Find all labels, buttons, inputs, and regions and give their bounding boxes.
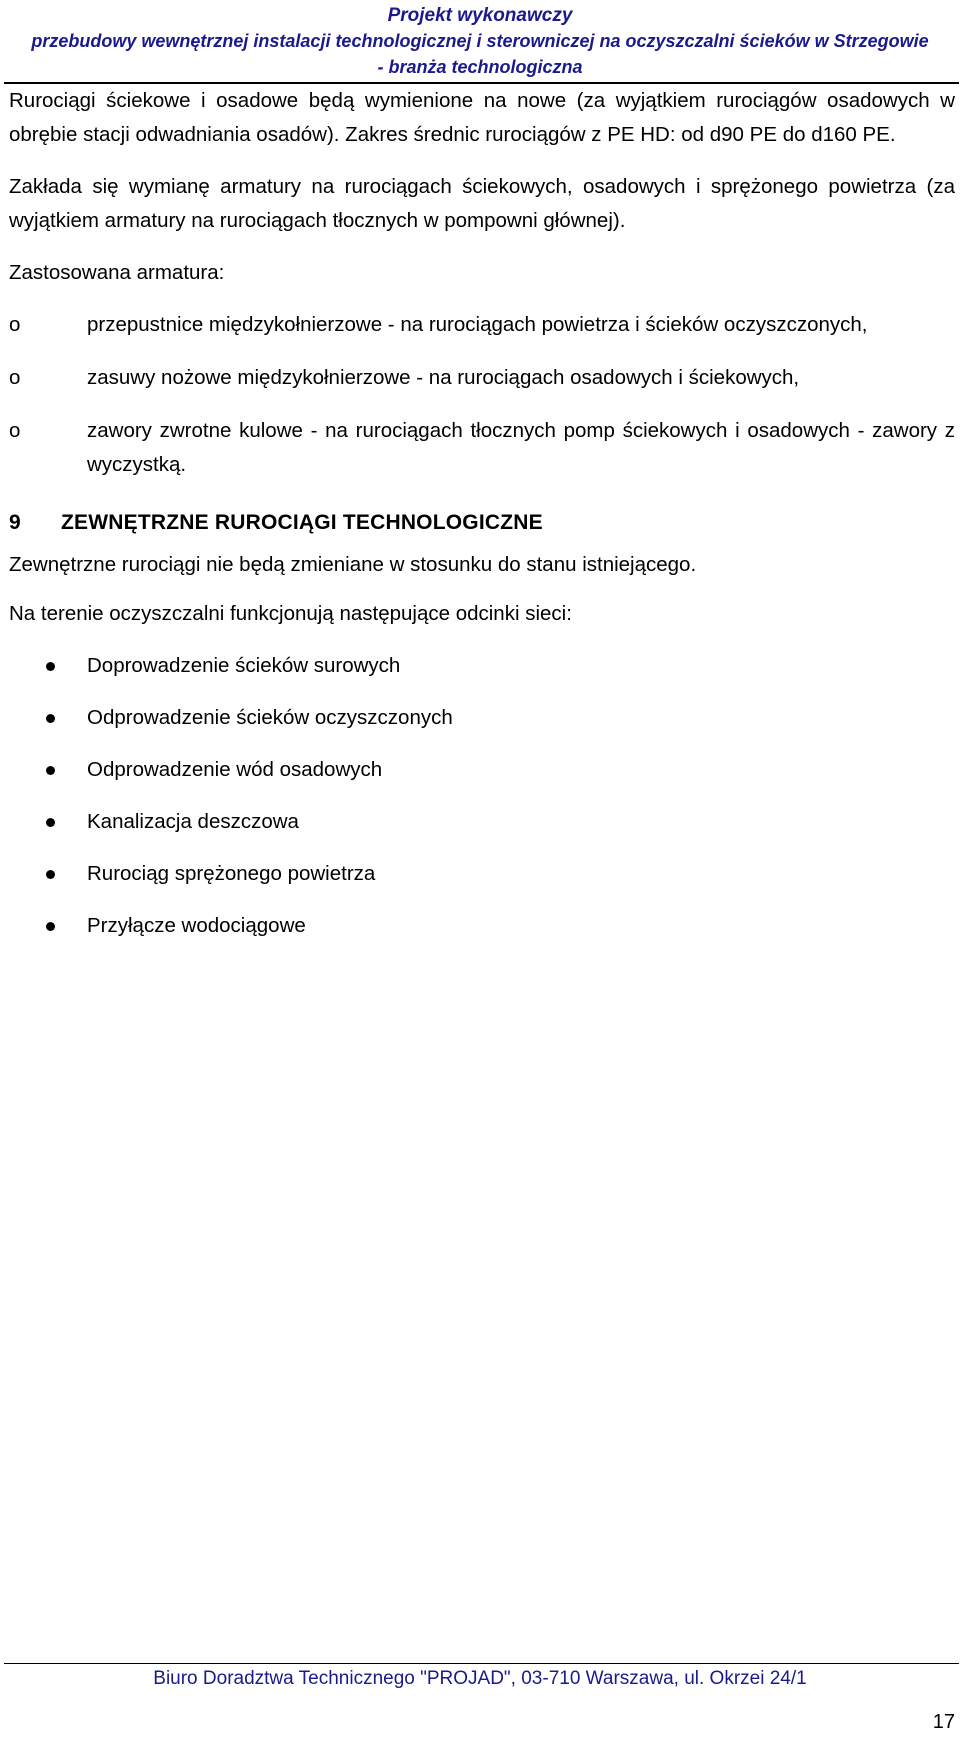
paragraph-network-intro: Na terenie oczyszczalni funkcjonują następujące odcinki sieci: (9, 602, 572, 625)
bullet-icon (46, 662, 55, 671)
list-item-text: Odprowadzenie ścieków oczyszczonych (87, 706, 453, 729)
bullet-icon (46, 870, 55, 879)
list-item-text: zawory zwrotne kulowe - na rurociągach tłocznych pomp ściekowych i osadowych - zawory z wyczystką. (87, 419, 955, 476)
section-heading (9, 506, 955, 540)
page-number: 17 (932, 1711, 955, 1733)
list-item-text: przepustnice międzykołnierzowe - na rurociągach powietrza i ścieków oczyszczonych, (87, 313, 868, 336)
paragraph-external-pipes: Zewnętrzne rurociągi nie będą zmieniane w stosunku do stanu istniejącego. (9, 553, 697, 576)
list-item (9, 857, 955, 891)
list-item-text: Odprowadzenie wód osadowych (87, 758, 383, 781)
footer-divider (4, 1663, 959, 1664)
bullet-icon (46, 714, 55, 723)
list-item (9, 701, 955, 735)
network-list (9, 649, 955, 943)
header-branch: - branża technologiczna (377, 57, 583, 77)
paragraph-fittings: Zakłada się wymianę armatury na rurociągach ściekowych, osadowych i sprężonego powietrza (za wyjątkiem armatury na rurociągach tłocznych w pompowni głównej). (9, 175, 955, 232)
bullet-icon (46, 922, 55, 931)
list-item (9, 308, 955, 342)
bullet-icon (46, 818, 55, 827)
list-item-text: Kanalizacja deszczowa (87, 810, 299, 833)
fittings-list (9, 308, 955, 482)
footer-text: Biuro Doradztwa Technicznego "PROJAD", 03-710 Warszawa, ul. Okrzei 24/1 (153, 1668, 807, 1689)
paragraph-fittings-used: Zastosowana armatura: (9, 261, 225, 284)
list-item-text: Rurociąg sprężonego powietrza (87, 862, 376, 885)
paragraph-pipes: Rurociągi ściekowe i osadowe będą wymienione na nowe (za wyjątkiem rurociągów osadowych w obrębie stacji odwadniania osadów). Zakres średnic rurociągów z PE HD: od d90 PE do d160 PE. (9, 89, 955, 146)
list-item-text: Przyłącze wodociągowe (87, 914, 306, 937)
circle-bullet-icon: o (9, 366, 21, 389)
list-item (9, 414, 955, 482)
document-body (9, 84, 955, 961)
bullet-icon (46, 766, 55, 775)
circle-bullet-icon: o (9, 313, 21, 336)
list-item (9, 909, 955, 943)
section-title: ZEWNĘTRZNE RUROCIĄGI TECHNOLOGICZNE (61, 511, 543, 534)
header-subtitle: przebudowy wewnętrznej instalacji technologicznej i sterowniczej na oczyszczalni ścieków w Strzegowie (31, 31, 929, 51)
list-item-text: zasuwy nożowe międzykołnierzowe - na rurociągach osadowych i ściekowych, (87, 366, 800, 389)
header-title: Projekt wykonawczy (387, 5, 573, 26)
list-item (9, 361, 955, 395)
circle-bullet-icon: o (9, 419, 21, 442)
section-number: 9 (9, 511, 21, 534)
list-item (9, 649, 955, 683)
list-item (9, 753, 955, 787)
list-item (9, 805, 955, 839)
list-item-text: Doprowadzenie ścieków surowych (87, 654, 401, 677)
